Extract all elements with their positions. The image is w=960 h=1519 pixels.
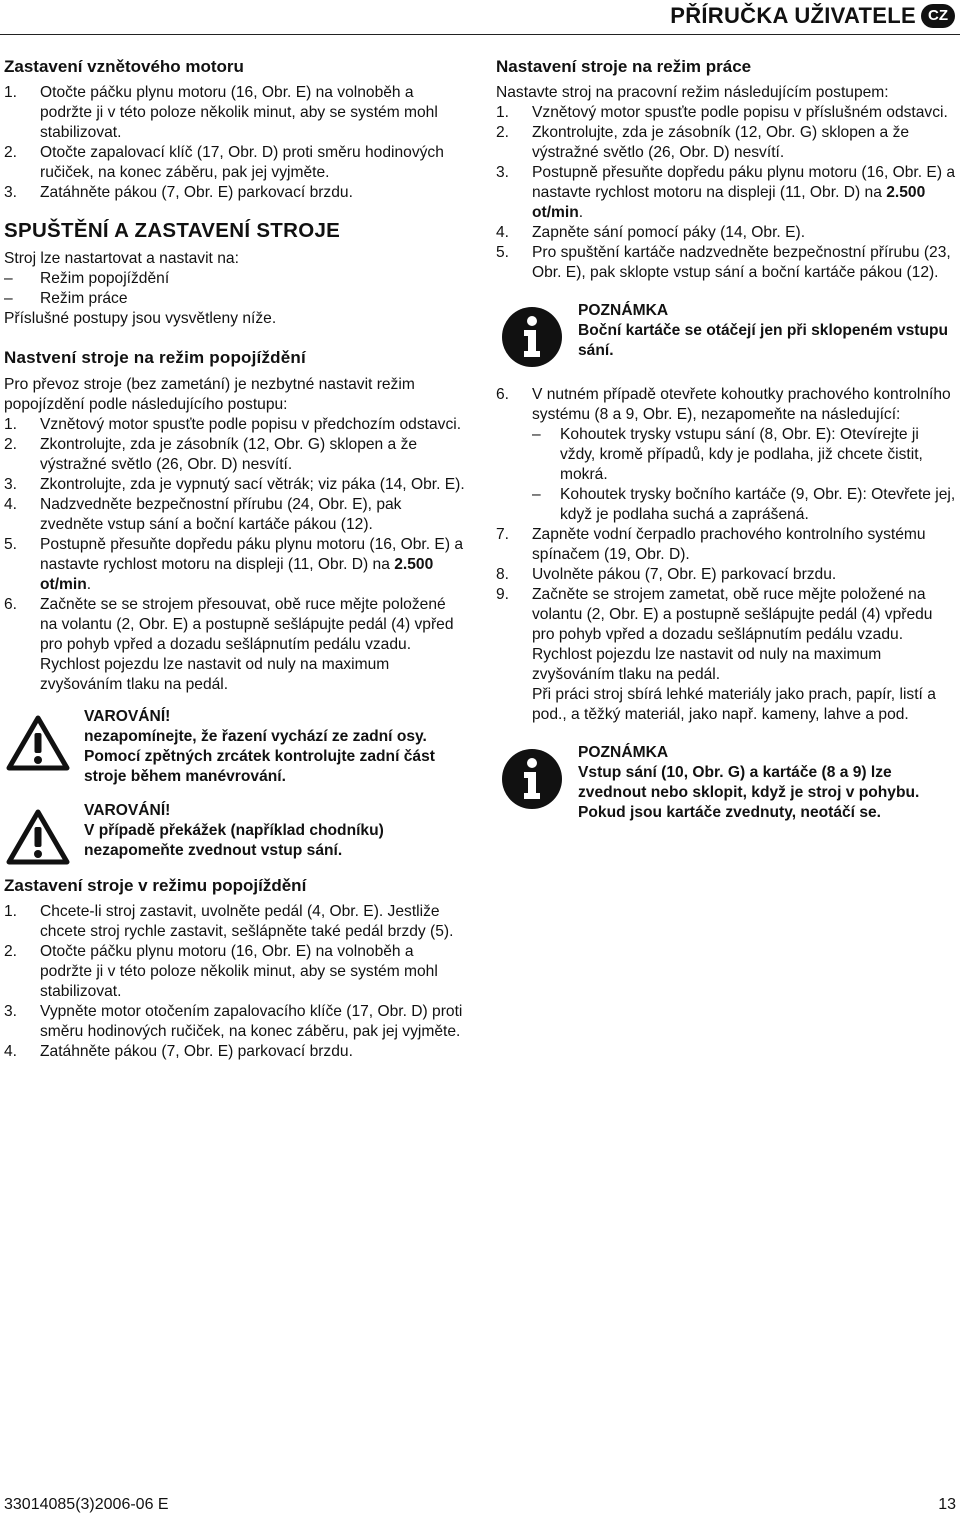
page-header [0,0,960,38]
info-icon [500,747,564,817]
note-text: Boční kartáče se otáčejí jen při sklopeném vstupu sání. [578,322,949,359]
warning-title: VAROVÁNÍ! [84,708,171,725]
list-item: 2. Zkontrolujte, zda je zásobník (12, Obr. G) sklopen a že výstražné světlo (26, Obr. D) nesvítí. [496,124,910,161]
note-text: Vstup sání (10, Obr. G) a kartáče (8 a 9) lze zvednout nebo sklopit, když je stroj v pohybu. Pokud jsou kartáče zvednuty, neotáčí se. [578,764,920,821]
warning-block [4,707,466,787]
note-block [496,743,958,823]
intro-text: Nastavte stroj na pracovní režim následujícím postupem: [496,84,889,101]
header-divider [0,34,960,35]
note-title: POZNÁMKA [578,744,669,761]
section-title-start-stop: SPUŠTĚNÍ A ZASTAVENÍ STROJE [4,219,341,242]
page-number: 13 [938,1496,956,1513]
warning-text: V případě překážek (například chodníku) nezapomeňte zvednout vstup sání. [84,822,384,859]
mode-item: – Režim popojíždění [4,269,466,289]
list-item: 9. Začněte se strojem zametat, obě ruce mějte položené na volantu (2, Obr. E) a postupně sešlápujte pedál (4) vpředu pro pohyb vpřed a dozadu sešlápnutím pedálu vzadu. Rychlost pojezdu lze nastavit od nuly na maximum zvyšováním tlaku na pedál. Při práci stroj sbírá lehké materiály jako prach, papír, listí a pod., a těžký materiál, jako např. kameny, lahve a pod. [496,586,936,723]
note-block [496,301,958,373]
warning-icon [6,809,70,871]
work-mode-steps [496,103,958,283]
transport-mode-steps [4,415,466,695]
section-title-transport-mode: Nastvení stroje na režim popojíždění [4,348,306,367]
list-item: 2. Otočte zapalovací klíč (17, Obr. D) proti směru hodinových ručiček, na konec záběru, pak jej vyjměte. [4,144,444,181]
mode-item: – Režim práce [4,289,466,309]
list-item: 7. Zapněte vodní čerpadlo prachového kontrolního systému spínačem (19, Obr. D). [496,526,926,563]
work-mode-steps-continued [496,385,958,725]
list-item: 2. Zkontrolujte, zda je zásobník (12, Obr. G) sklopen a že výstražné světlo (26, Obr. D) nesvítí. [4,436,418,473]
list-item: 3. Postupně přesuňte dopředu páku plynu motoru (16, Obr. E) a nastavte rychlost motoru na displeji (11, Obr. D) na 2.500 ot/min. [496,164,956,221]
warning-block [4,801,466,861]
list-item: 5. Pro spuštění kartáče nadzvedněte bezpečnostní přírubu (23, Obr. E), pak sklopte vstup sání a boční kartáče pákou (12). [496,244,951,281]
manual-title: PŘÍRUČKA UŽIVATELE [670,3,916,28]
list-item: 1. Vznětový motor spusťte podle popisu v příslušném odstavci. [496,104,948,121]
list-item: 4. Nadzvedněte bezpečnostní přírubu (24, Obr. E), pak zvedněte vstup sání a boční kartáče pákou (12). [4,496,402,533]
section-title-transport-stop: Zastavení stroje v režimu popojíždění [4,876,307,895]
section-title-work-mode: Nastavení stroje na režim práce [496,57,752,76]
list-item: 6. Začněte se se strojem přesouvat, obě ruce mějte položené na volantu (2, Obr. E) a postupně sešlápujte pedál (4) vpřed pro pohyb vpřed a dozadu sešlápnutím pedálu vzadu. Rychlost pojezdu lze nastavit od nuly na maximum zvyšováním tlaku na pedál. [4,596,454,693]
outro-text: Příslušné postupy jsou vysvětleny níže. [4,310,277,327]
sub-item: – Kohoutek trysky bočního kartáče (9, Obr. E): Otevřete jej, když je podlaha suchá a zaprášená. [532,485,958,525]
list-item: 2. Otočte páčku plynu motoru (16, Obr. E) na volnoběh a podržte ji v této poloze několik minut, aby se systém mohl stabilizovat. [4,943,438,1000]
note-title: POZNÁMKA [578,302,669,319]
info-icon [500,305,564,375]
list-item: 3. Zkontrolujte, zda je vypnutý sací větrák; viz páka (14, Obr. E). [4,476,465,493]
list-item: 5. Postupně přesuňte dopředu páku plynu motoru (16, Obr. E) a nastavte rychlost motoru na displeji (11, Obr. D) na 2.500 ot/min. [4,536,464,593]
section-title-engine-stop: Zastavení vznětového motoru [4,57,244,76]
intro-text: Pro převoz stroje (bez zametání) je nezbytné nastavit režim popojízdění podle následujícího postupu: [4,376,415,413]
list-item: 3. Vypněte motor otočením zapalovacího klíče (17, Obr. D) proti směru hodinových ručiček, na konec záběru, pak jej vyjměte. [4,1003,463,1040]
right-column [496,56,958,835]
warning-text: nezapomínejte, že řazení vychází ze zadní osy. Pomocí zpětných zrcátek kontrolujte zadní část stroje během manévrování. [84,728,435,785]
language-badge: CZ [921,4,955,28]
list-item: 6. V nutném případě otevřete kohoutky prachového kontrolního systému (8 a 9, Obr. E), nezapomeňte na následující: – Kohoutek trysky vstupu sání (8, Obr. E): Otevírejte ji vždy, kromě případů, kdy je podlaha, již chcete čistit, mokrá. – Kohoutek trysky bočního kartáče (9, Obr. E): Otevřete jej, když je podlaha suchá a zaprášená. [496,385,958,525]
list-item: 3. Zatáhněte pákou (7, Obr. E) parkovací brzdu. [4,184,353,201]
list-item: 4. Zapněte sání pomocí páky (14, Obr. E). [496,224,806,241]
document-code: 33014085(3)2006-06 E [4,1496,169,1513]
list-item: 8. Uvolněte pákou (7, Obr. E) parkovací brzdu. [496,566,837,583]
list-item: 1. Otočte páčku plynu motoru (16, Obr. E) na volnoběh a podržte ji v této poloze několik minut, aby se systém mohl stabilizovat. [4,84,438,141]
list-item: 1. Vznětový motor spusťte podle popisu v předchozím odstavci. [4,416,462,433]
list-item: 4. Zatáhněte pákou (7, Obr. E) parkovací brzdu. [4,1043,353,1060]
warning-icon [6,715,70,777]
warning-title: VAROVÁNÍ! [84,802,171,819]
intro-text: Stroj lze nastartovat a nastavit na: [4,250,239,267]
left-column [4,56,466,1062]
list-item: 1. Chcete-li stroj zastavit, uvolněte pedál (4, Obr. E). Jestliže chcete stroj rychle zastavit, sešlápněte také pedál brzdy (5). [4,903,454,940]
sub-item: – Kohoutek trysky vstupu sání (8, Obr. E): Otevírejte ji vždy, kromě případů, kdy je podlaha, již chcete čistit, mokrá. [532,425,958,485]
engine-stop-steps [4,83,466,203]
transport-stop-steps [4,902,466,1062]
